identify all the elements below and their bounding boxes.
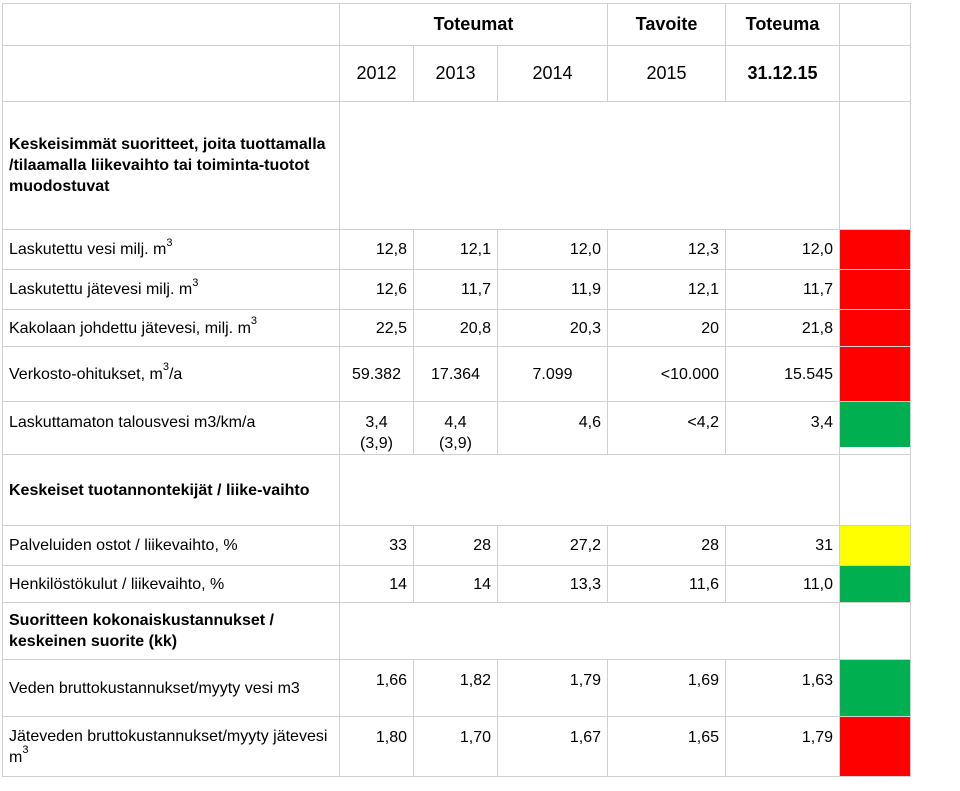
- table-cell: 1,65: [608, 717, 726, 777]
- table-cell: <4,2: [608, 402, 726, 455]
- table-cell: 1,69: [608, 660, 726, 717]
- section-heading: Keskeiset tuotannontekijät / liike-vaihto: [3, 455, 340, 526]
- table-cell: 12,0: [498, 230, 608, 270]
- header-toteuma: Toteuma: [726, 4, 840, 46]
- row-label: Laskuttamaton talousvesi m3/km/a: [3, 402, 340, 455]
- year-2013: 2013: [414, 46, 498, 102]
- table-cell: <10.000: [608, 347, 726, 402]
- table-cell: 27,2: [498, 526, 608, 566]
- table-cell: 4,4 (3,9): [414, 402, 498, 455]
- kpi-table: [2, 3, 911, 777]
- section-row: [3, 603, 911, 660]
- header-status-empty: [840, 4, 911, 46]
- status-indicator: [840, 310, 911, 347]
- table-cell: 1,80: [340, 717, 414, 777]
- table-cell: 28: [608, 526, 726, 566]
- table-cell: 11,7: [414, 270, 498, 310]
- table-cell: 12,0: [726, 230, 840, 270]
- table-row: [3, 347, 911, 402]
- header-row-groups: [3, 4, 911, 46]
- table-row: [3, 660, 911, 717]
- row-label: Jäteveden bruttokustannukset/myyty jätevesi $m^3$: [3, 717, 340, 777]
- table-cell: 1,63: [726, 660, 840, 717]
- table-cell: 11,7: [726, 270, 840, 310]
- table-cell: 12,1: [608, 270, 726, 310]
- table-cell: 4,6: [498, 402, 608, 455]
- table-cell: 22,5: [340, 310, 414, 347]
- table-row: [3, 526, 911, 566]
- table-cell: 33: [340, 526, 414, 566]
- table-cell: 31: [726, 526, 840, 566]
- table-row: [3, 402, 911, 455]
- table-cell: 20,3: [498, 310, 608, 347]
- status-indicator: [840, 270, 911, 310]
- status-indicator: [840, 347, 911, 402]
- table-cell: 1,79: [726, 717, 840, 777]
- table-cell: 12,6: [340, 270, 414, 310]
- table-cell: 11,6: [608, 566, 726, 603]
- table-cell: 1,70: [414, 717, 498, 777]
- section-heading: Suoritteen kokonaiskustannukset / keskeinen suorite (kk): [3, 603, 340, 660]
- table-cell: 14: [340, 566, 414, 603]
- section-heading: Keskeisimmät suoritteet, joita tuottamalla /tilaamalla liikevaihto tai toiminta-tuotot muodostuvat: [3, 102, 340, 230]
- status-indicator: [840, 660, 911, 717]
- table-cell: 21,8: [726, 310, 840, 347]
- year-2015: 2015: [608, 46, 726, 102]
- table-cell: 20,8: [414, 310, 498, 347]
- year-31-12-15: 31.12.15: [726, 46, 840, 102]
- table-cell: 11,9: [498, 270, 608, 310]
- table-row: [3, 717, 911, 777]
- table-cell: 1,79: [498, 660, 608, 717]
- table-cell: 3,4 (3,9): [340, 402, 414, 455]
- status-indicator: [840, 526, 911, 566]
- table-cell: 11,0: [726, 566, 840, 603]
- table-row: [3, 310, 911, 347]
- year-2012: 2012: [340, 46, 414, 102]
- table-cell: 15.545: [726, 347, 840, 402]
- row-label: Kakolaan johdettu jätevesi, milj. $m^3$: [3, 310, 340, 347]
- row-label: Verkosto-ohitukset, $m^3/a$: [3, 347, 340, 402]
- table-cell: 12,1: [414, 230, 498, 270]
- header-empty: [3, 4, 340, 46]
- status-indicator: [840, 402, 911, 455]
- status-swatch: [840, 402, 910, 447]
- header-toteumat: Toteumat: [340, 4, 608, 46]
- year-2014: 2014: [498, 46, 608, 102]
- table-cell: 12,8: [340, 230, 414, 270]
- section-row: [3, 455, 911, 526]
- table-cell: 13,3: [498, 566, 608, 603]
- status-indicator: [840, 230, 911, 270]
- status-indicator: [840, 566, 911, 603]
- row-label: Henkilöstökulut / liikevaihto, %: [3, 566, 340, 603]
- table-row: [3, 566, 911, 603]
- row-label: Laskutettu jätevesi milj. $m^3$: [3, 270, 340, 310]
- table-cell: 1,66: [340, 660, 414, 717]
- header-tavoite: Tavoite: [608, 4, 726, 46]
- table-cell: 20: [608, 310, 726, 347]
- table-row: [3, 270, 911, 310]
- header-row-years: [3, 46, 911, 102]
- table-cell: 7.099: [498, 347, 608, 402]
- table-cell: 59.382: [340, 347, 414, 402]
- table-row: [3, 230, 911, 270]
- table-cell: 1,82: [414, 660, 498, 717]
- table-cell: 3,4: [726, 402, 840, 455]
- table-cell: 1,67: [498, 717, 608, 777]
- section-row: [3, 102, 911, 230]
- table-cell: 28: [414, 526, 498, 566]
- status-indicator: [840, 717, 911, 777]
- table-cell: 12,3: [608, 230, 726, 270]
- table-cell: 17.364: [414, 347, 498, 402]
- table-cell: 14: [414, 566, 498, 603]
- row-label: Palveluiden ostot / liikevaihto, %: [3, 526, 340, 566]
- row-label: Veden bruttokustannukset/myyty vesi m3: [3, 660, 340, 717]
- row-label: Laskutettu vesi milj. $m^3$: [3, 230, 340, 270]
